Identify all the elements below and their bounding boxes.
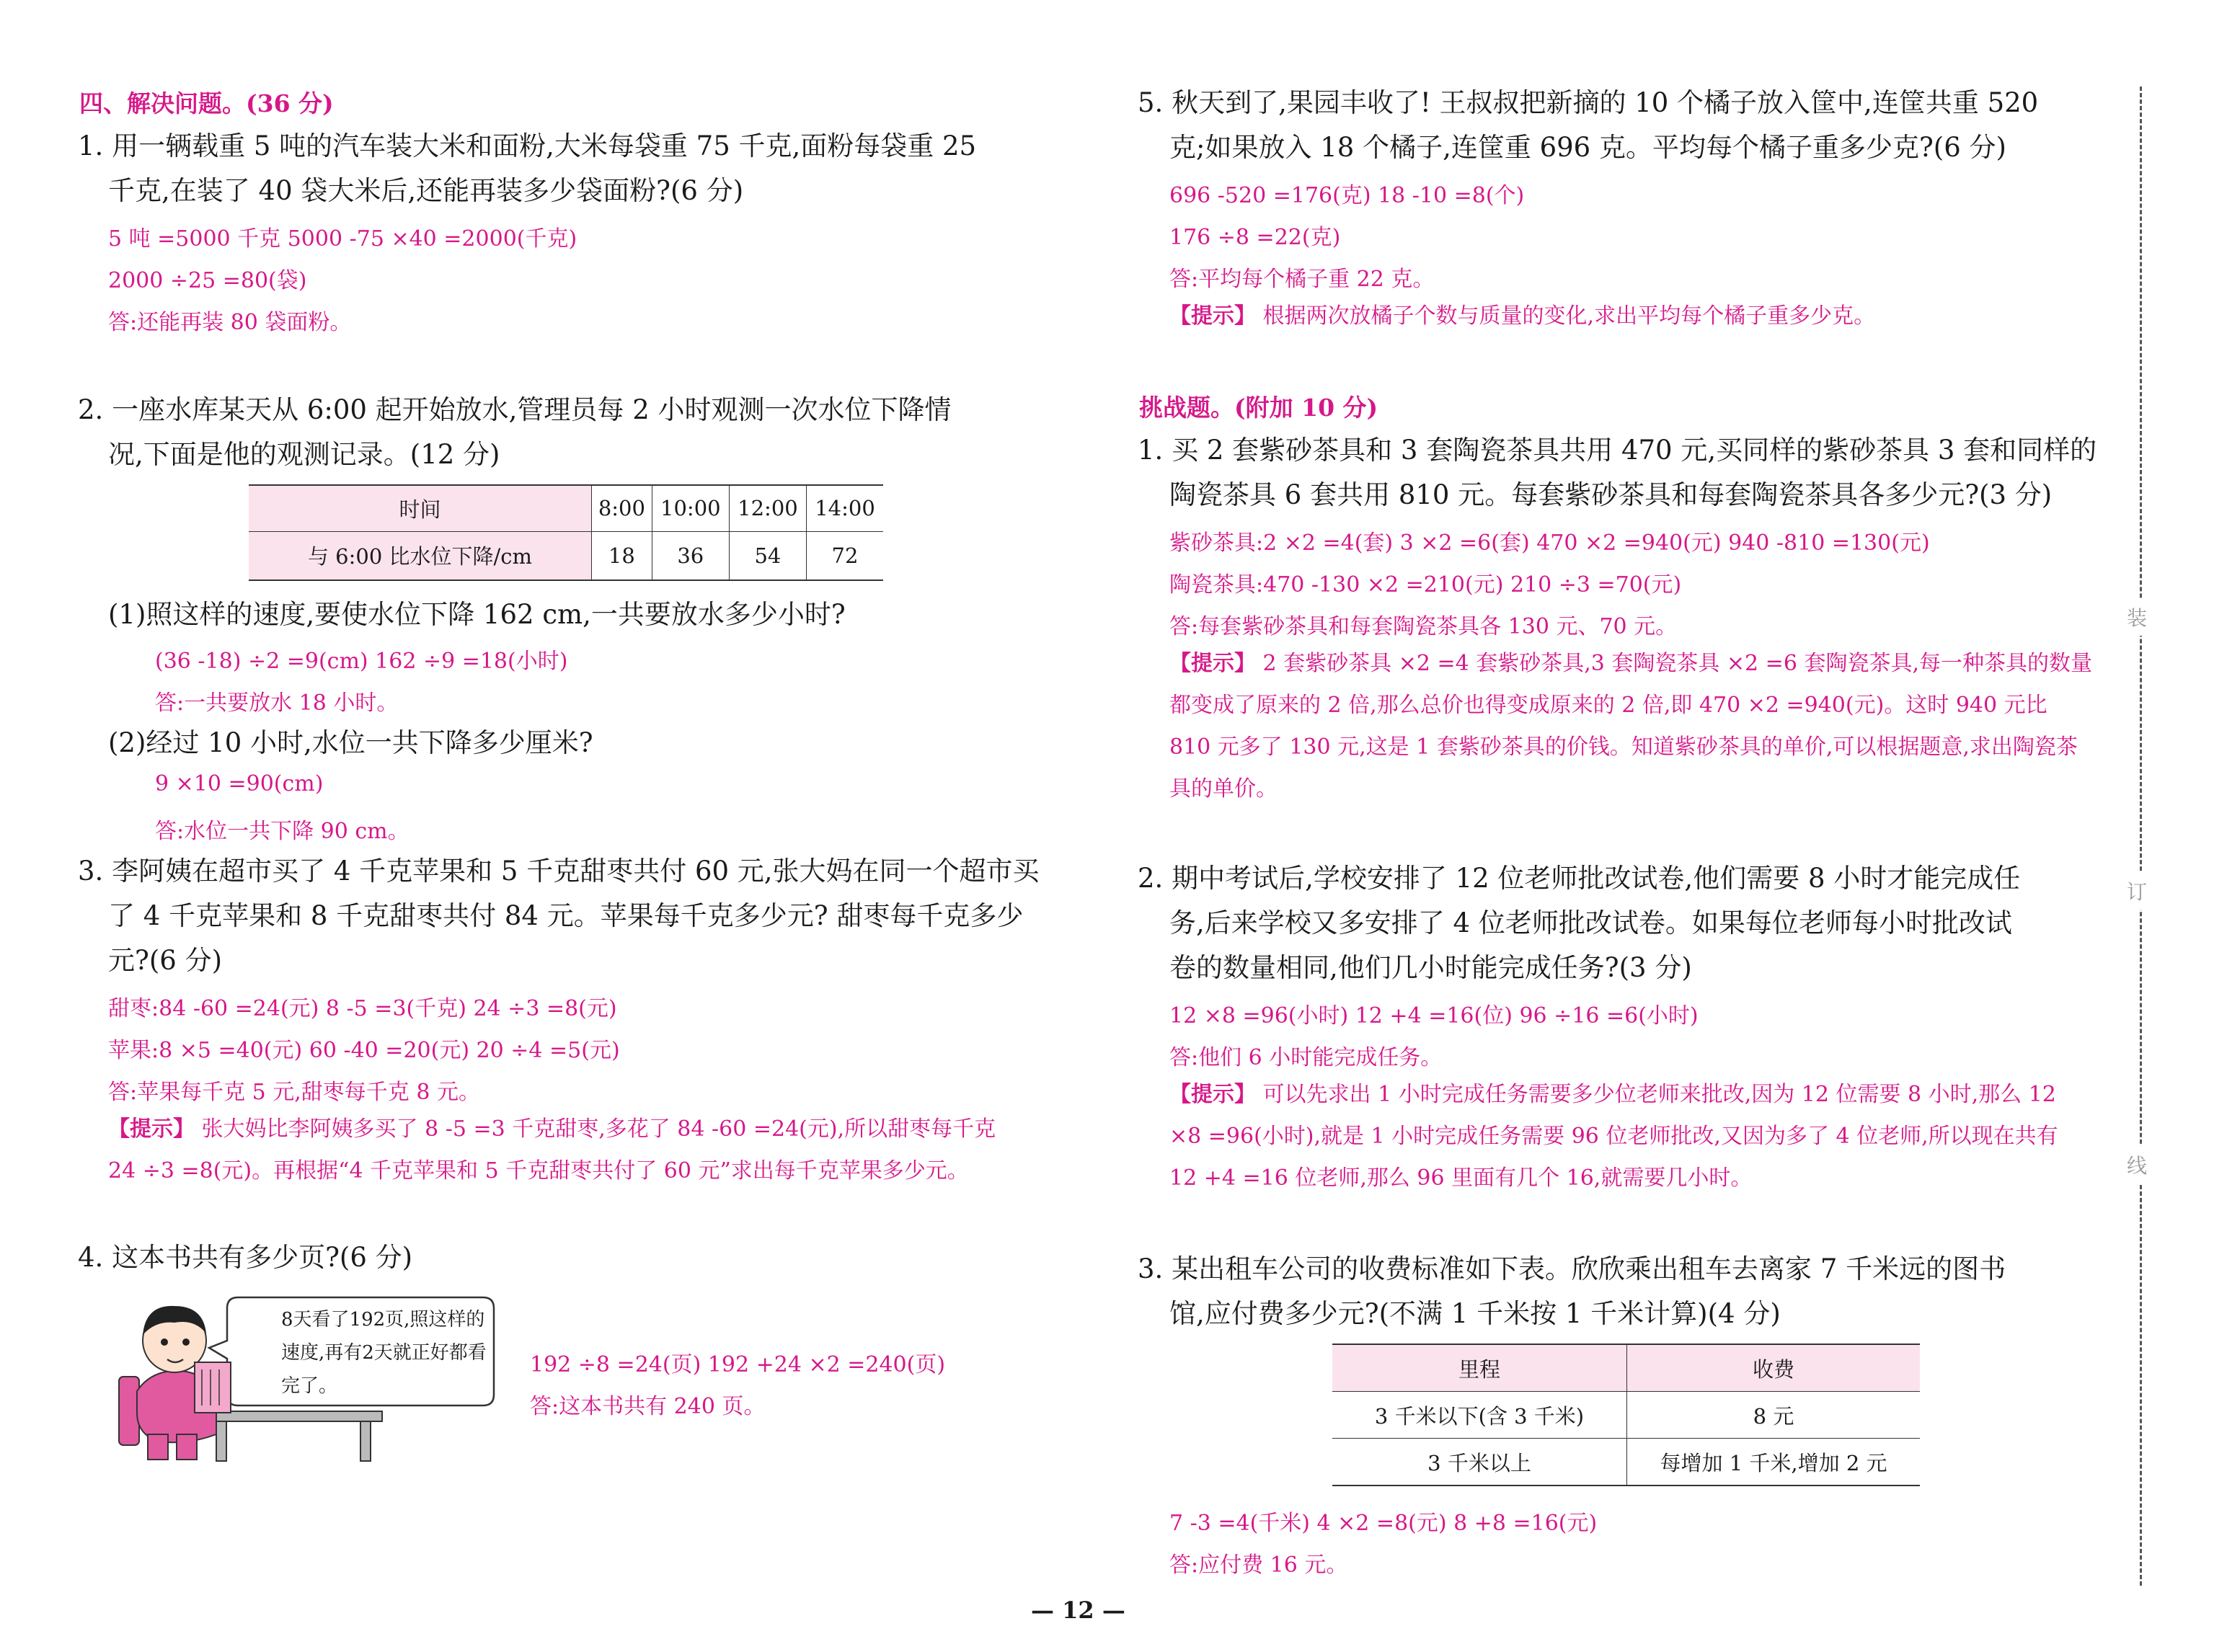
answer-4-line-1: 192 ÷8 =24(页) 192 +24 ×2 =240(页) (530, 1352, 946, 1377)
question-1-line-1: 1. 用一辆载重 5 吨的汽车装大米和面粉,大米每袋重 75 千克,面粉每袋重 25 (78, 130, 977, 161)
table-cell: 每增加 1 千米,增加 2 元 (1627, 1439, 1921, 1486)
challenge-3-line-2: 馆,应付费多少元?(不满 1 千米按 1 千米计算)(4 分) (1169, 1298, 1781, 1329)
section-title: 四、解决问题。(36 分) (79, 89, 334, 117)
challenge-2-answer-1: 12 ×8 =96(小时) 12 +4 =16(位) 96 ÷16 =6(小时) (1169, 1003, 1699, 1029)
table-cell: 54 (729, 531, 806, 580)
answer-5-line-2: 176 ÷8 =22(克) (1169, 225, 1341, 250)
speech-bubble-text: 8天看了192页,照这样的速度,再有2天就正好都看完了。 (281, 1309, 487, 1397)
table-cell: 与 6:00 比水位下降/cm (249, 531, 592, 580)
question-3-line-2: 了 4 千克苹果和 8 千克甜枣共付 84 元。苹果每千克多少元? 甜枣每千克多少 (108, 900, 1024, 931)
answer-2-sub-2-line-1: 9 ×10 =90(cm) (155, 771, 324, 796)
hint-5 (1169, 296, 2107, 337)
challenge-3-answer-1: 7 -3 =4(千米) 4 ×2 =8(元) 8 +8 =16(元) (1169, 1511, 1598, 1536)
challenge-2-hint (1169, 1074, 2092, 1199)
hint-tag: 【提示】 (1169, 1082, 1256, 1107)
taxi-fare-table (1332, 1344, 1920, 1486)
challenge-1-answer-2: 陶瓷茶具:470 -130 ×2 =210(元) 210 ÷3 =70(元) (1169, 572, 1682, 598)
question-1-line-2: 千克,在装了 40 袋大米后,还能再装多少袋面粉?(6 分) (108, 175, 744, 206)
question-3-line-3: 元?(6 分) (108, 945, 223, 976)
page-number: — 12 — (1031, 1597, 1125, 1624)
hint-3 (108, 1109, 1024, 1192)
binding-dashed-line (2140, 86, 2142, 1586)
challenge-1-line-1: 1. 买 2 套紫砂茶具和 3 套陶瓷茶具共用 470 元,买同样的紫砂茶具 3 套和同样的 (1138, 435, 2097, 466)
binding-char-2: 订 (2127, 872, 2147, 910)
table-cell: 时间 (249, 485, 592, 531)
answer-3-line-1: 甜枣:84 -60 =24(元) 8 -5 =3(千克) 24 ÷3 =8(元) (108, 996, 617, 1021)
table-cell: 12:00 (729, 485, 806, 531)
table-cell: 3 千米以下(含 3 千米) (1332, 1392, 1627, 1439)
table-cell: 14:00 (807, 485, 884, 531)
binding-char-3: 线 (2127, 1146, 2147, 1184)
table-cell: 3 千米以上 (1332, 1439, 1627, 1486)
question-3-line-1: 3. 李阿姨在超市买了 4 千克苹果和 5 千克甜枣共付 60 元,张大妈在同一个超市买 (78, 856, 1040, 887)
hint-tag: 【提示】 (108, 1116, 195, 1142)
answer-1-line-1: 5 吨 =5000 千克 5000 -75 ×40 =2000(千克) (108, 226, 577, 252)
answer-2-sub-1-line-2: 答:一共要放水 18 小时。 (155, 690, 399, 716)
challenge-1-line-2: 陶瓷茶具 6 套共用 810 元。每套紫砂茶具和每套陶瓷茶具各多少元?(3 分) (1169, 479, 2053, 510)
answer-4-line-2: 答:这本书共有 240 页。 (530, 1394, 766, 1419)
challenge-2-line-1: 2. 期中考试后,学校安排了 12 位老师批改试卷,他们需要 8 小时才能完成任 (1138, 863, 2021, 894)
question-2-line-1: 2. 一座水库某天从 6:00 起开始放水,管理员每 2 小时观测一次水位下降情 (78, 394, 952, 425)
table-cell: 8:00 (592, 485, 652, 531)
question-4-line-1: 4. 这本书共有多少页?(6 分) (78, 1242, 413, 1273)
challenge-3-answer-2: 答:应付费 16 元。 (1169, 1553, 1348, 1578)
hint-text: 张大妈比李阿姨多买了 8 -5 =3 千克甜枣,多花了 84 -60 =24(元),所以甜枣每千克 24 ÷3 =8(元)。再根据“4 千克苹果和 5 千克甜枣共付了 60 元”求出每千克苹果多少元。 (108, 1116, 996, 1184)
challenge-1-answer-3: 答:每套紫砂茶具和每套陶瓷茶具各 130 元、70 元。 (1169, 614, 1678, 639)
challenge-2-line-2: 务,后来学校又多安排了 4 位老师批改试卷。如果每位老师每小时批改试 (1169, 907, 2012, 938)
challenge-3-line-1: 3. 某出租车公司的收费标准如下表。欣欣乘出租车去离家 7 千米远的图书 (1138, 1253, 2006, 1284)
water-level-table (249, 484, 883, 581)
challenge-2-line-3: 卷的数量相同,他们几小时能完成任务?(3 分) (1169, 952, 1692, 983)
table-cell: 10:00 (652, 485, 729, 531)
question-5-line-1: 5. 秋天到了,果园丰收了! 王叔叔把新摘的 10 个橘子放入筐中,连筐共重 520 (1138, 87, 2039, 118)
answer-2-sub-2-line-2: 答:水位一共下降 90 cm。 (155, 819, 409, 844)
challenge-title: 挑战题。(附加 10 分) (1139, 394, 1378, 422)
binding-char-1: 装 (2127, 598, 2147, 636)
table-cell: 8 元 (1627, 1392, 1921, 1439)
challenge-1-answer-1: 紫砂茶具:2 ×2 =4(套) 3 ×2 =6(套) 470 ×2 =940(元) 940 -810 =130(元) (1169, 530, 1930, 556)
hint-text: 根据两次放橘子个数与质量的变化,求出平均每个橘子重多少克。 (1262, 303, 1876, 329)
table-cell: 36 (652, 531, 729, 580)
challenge-2-answer-2: 答:他们 6 小时能完成任务。 (1169, 1045, 1443, 1070)
question-2-sub-2: (2)经过 10 小时,水位一共下降多少厘米? (108, 727, 593, 758)
challenge-1-hint (1169, 643, 2092, 810)
question-5-line-2: 克;如果放入 18 个橘子,连筐重 696 克。平均每个橘子重多少克?(6 分) (1169, 132, 2006, 163)
question-2-line-2: 况,下面是他的观测记录。(12 分) (108, 439, 500, 470)
hint-tag: 【提示】 (1169, 303, 1256, 329)
table-header-cell: 收费 (1627, 1344, 1921, 1392)
table-cell: 18 (592, 531, 652, 580)
answer-5-line-1: 696 -520 =176(克) 18 -10 =8(个) (1169, 183, 1525, 208)
hint-text: 2 套紫砂茶具 ×2 =4 套紫砂茶具,3 套陶瓷茶具 ×2 =6 套陶瓷茶具,每一种茶具的数量都变成了原来的 2 倍,那么总价也得变成原来的 2 倍,即 470 ×2 =940(元)。这时 940 元比 810 元多了 130 元,这是 1 套紫砂茶具的价钱。知道紫砂茶具的单价,可以根据题意,求出陶瓷茶具的单价。 (1169, 651, 2092, 801)
hint-text: 可以先求出 1 小时完成任务需要多少位老师来批改,因为 12 位需要 8 小时,那么 12 ×8 =96(小时),就是 1 小时完成任务需要 96 位老师批改,又因为多了 4 位老师,所以现在共有 12 +4 =16 位老师,那么 96 里面有几个 16,就需要几小时。 (1169, 1082, 2058, 1191)
table-cell: 72 (807, 531, 884, 580)
answer-2-sub-1-line-1: (36 -18) ÷2 =9(cm) 162 ÷9 =18(小时) (155, 649, 568, 674)
answer-3-line-2: 苹果:8 ×5 =40(元) 60 -40 =20(元) 20 ÷4 =5(元) (108, 1038, 620, 1063)
answer-1-line-2: 2000 ÷25 =80(袋) (108, 268, 307, 293)
hint-tag: 【提示】 (1169, 651, 1256, 676)
table-header-cell: 里程 (1332, 1344, 1627, 1392)
answer-1-line-3: 答:还能再装 80 袋面粉。 (108, 310, 352, 335)
question-2-sub-1: (1)照这样的速度,要使水位下降 162 cm,一共要放水多少小时? (108, 599, 846, 630)
answer-5-line-3: 答:平均每个橘子重 22 克。 (1169, 267, 1435, 292)
answer-3-line-3: 答:苹果每千克 5 元,甜枣每千克 8 元。 (108, 1080, 480, 1105)
